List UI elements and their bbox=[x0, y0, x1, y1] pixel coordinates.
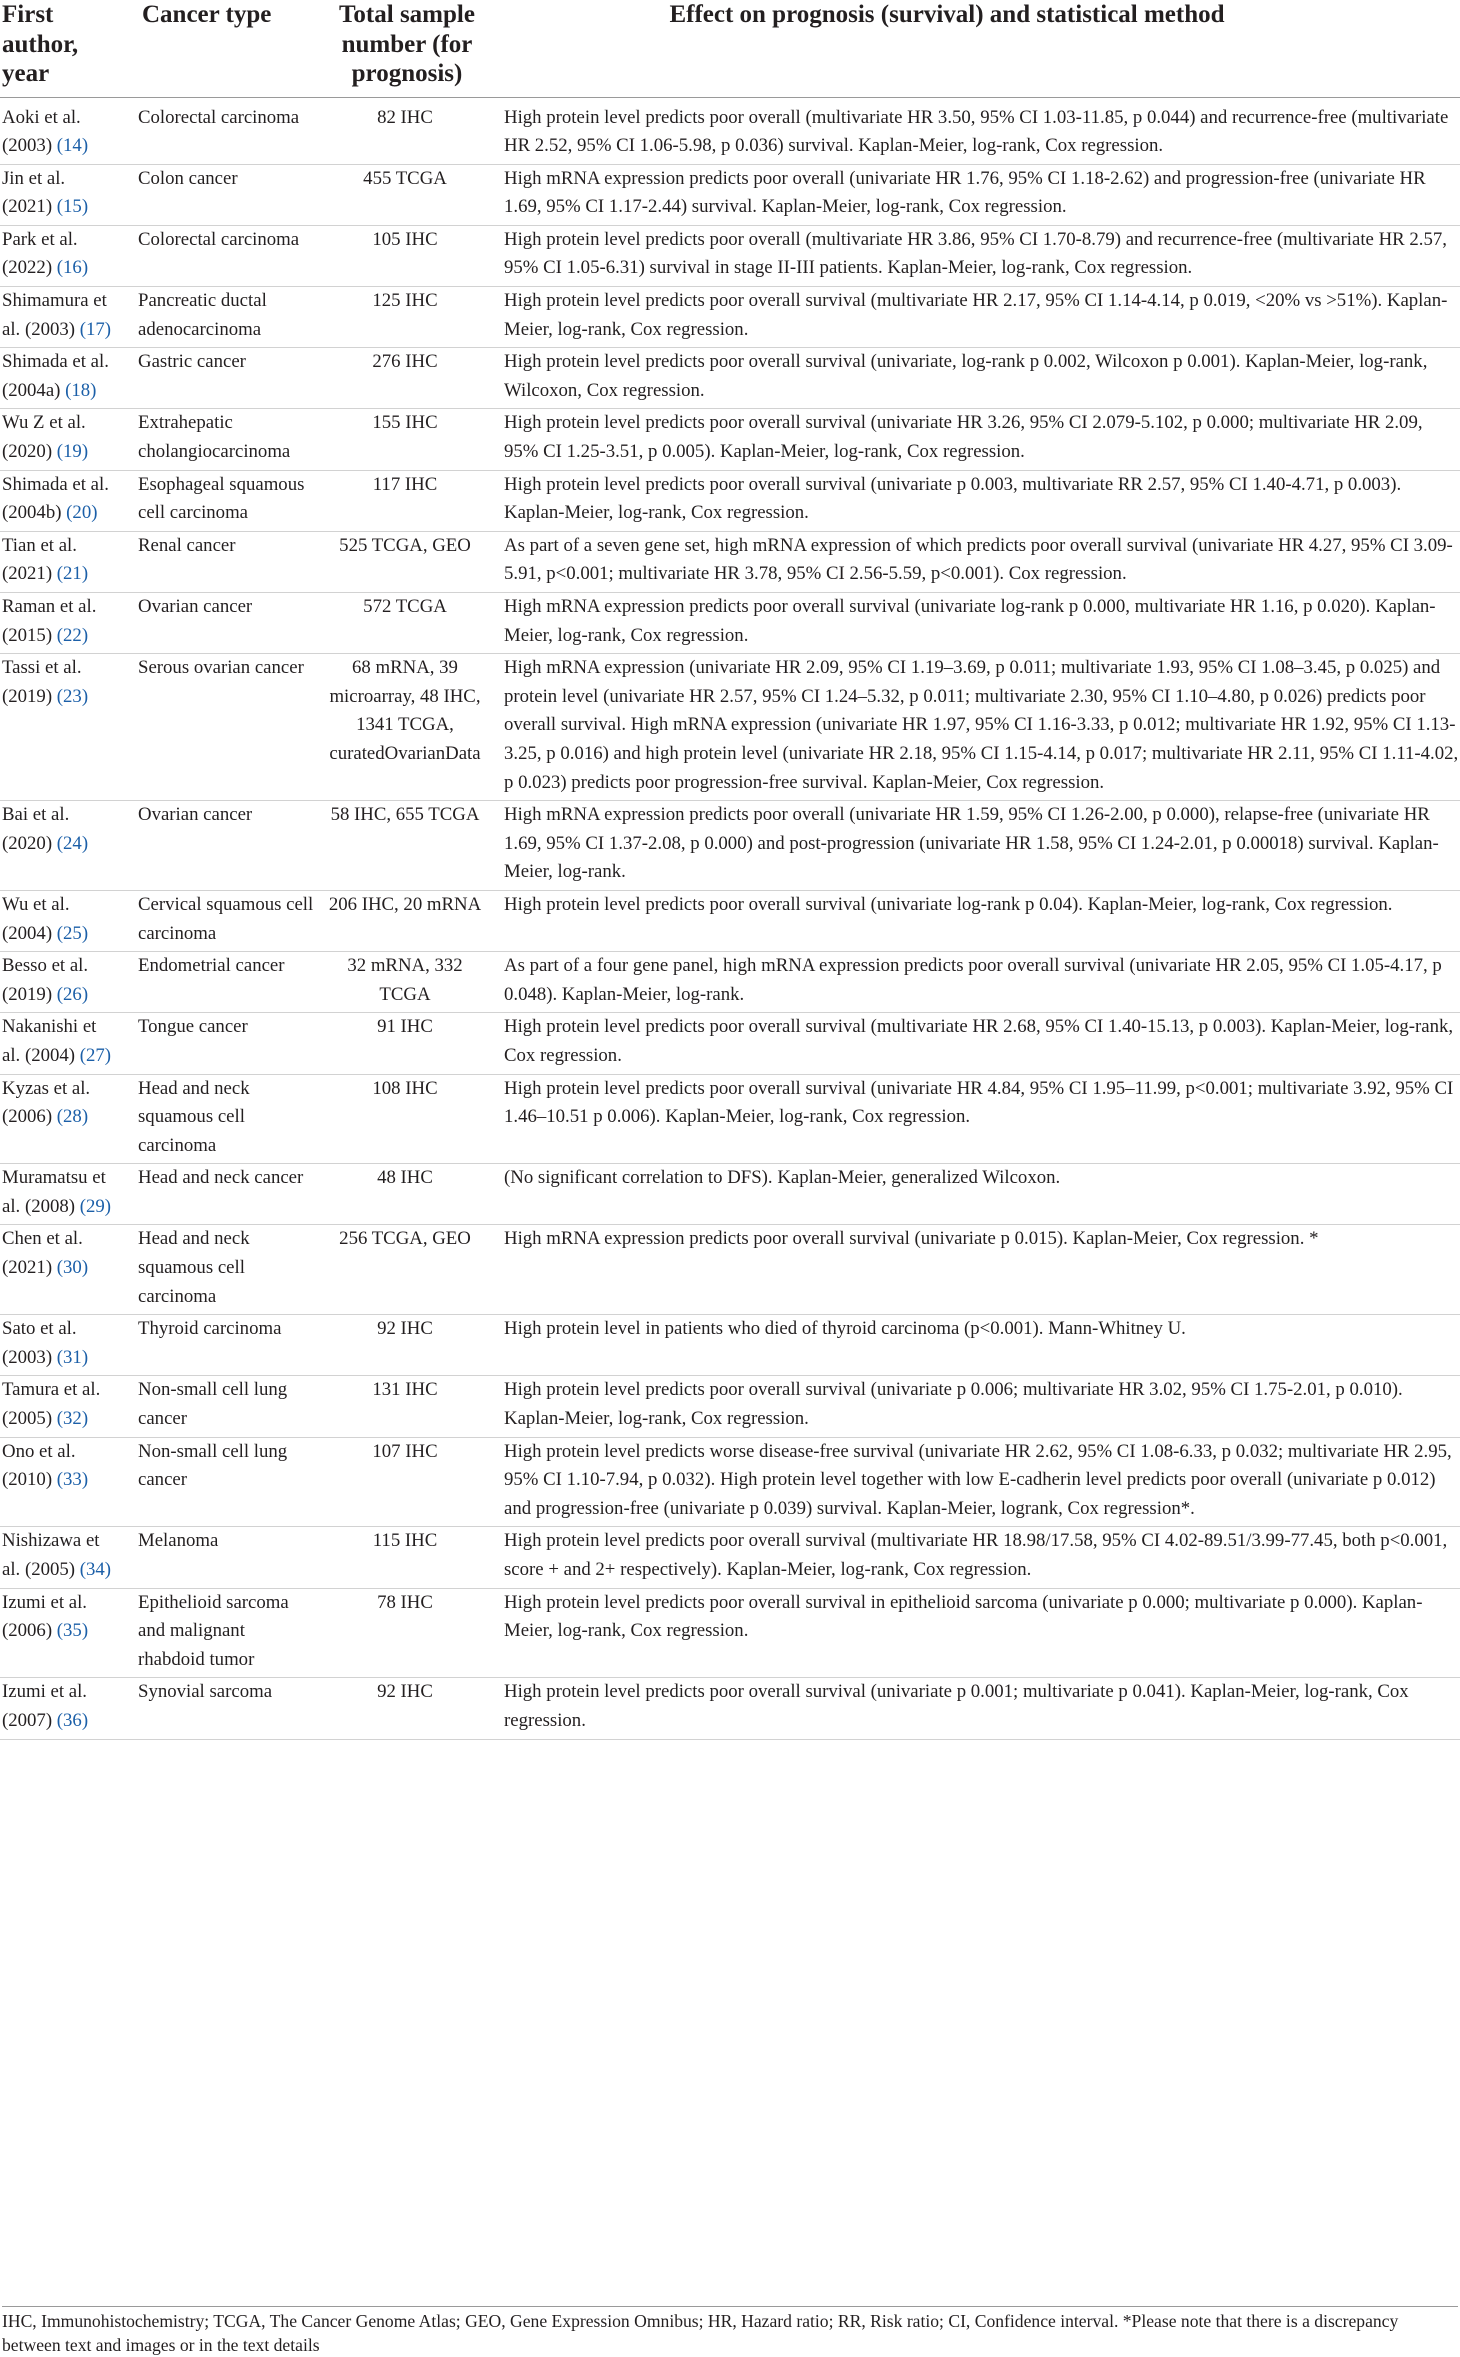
author-year: Aoki et al. (2003) bbox=[2, 106, 81, 157]
sample-number-cell: 32 mRNA, 332 TCGA bbox=[320, 952, 494, 1013]
author-year: Bai et al. (2020) bbox=[2, 804, 70, 854]
table-row bbox=[0, 801, 1460, 891]
reference-link[interactable]: (35) bbox=[56, 1620, 89, 1642]
header-author: First author, year bbox=[0, 0, 116, 97]
reference-link[interactable]: (16) bbox=[56, 257, 89, 279]
reference-link[interactable]: (25) bbox=[56, 922, 89, 944]
table-row bbox=[0, 1225, 1460, 1315]
effect-cell: High mRNA expression predicts poor overall (univariate HR 1.59, 95% CI 1.26-2.00, p 0.000), relapse-free (univariate HR 1.69, 95% CI 1.37-2.08, p 0.000) and post-progression (univariate HR 1.58, 95% CI 1.24-2.01, p 0.00018) survival. Kaplan-Meier, log-rank. bbox=[494, 801, 1460, 891]
author-year: Wu et al. (2004) bbox=[2, 893, 70, 944]
table-row bbox=[0, 593, 1460, 654]
author-cell bbox=[0, 97, 116, 164]
table-row bbox=[0, 890, 1460, 951]
table-row bbox=[0, 287, 1460, 348]
cancer-type-cell: Melanoma bbox=[116, 1527, 320, 1588]
sample-number-cell: 68 mRNA, 39 microarray, 48 IHC, 1341 TCGA, curatedOvarianData bbox=[320, 654, 494, 801]
reference-link[interactable]: (29) bbox=[79, 1195, 112, 1217]
table-row bbox=[0, 225, 1460, 286]
reference-link[interactable]: (19) bbox=[56, 441, 89, 463]
author-year: Shimamura et al. (2003) bbox=[2, 290, 107, 340]
cancer-type-cell: Non-small cell lung cancer bbox=[116, 1376, 320, 1437]
author-cell bbox=[0, 654, 116, 801]
reference-link[interactable]: (34) bbox=[79, 1559, 112, 1580]
effect-cell: High mRNA expression predicts poor overall (univariate HR 1.76, 95% CI 1.18-2.62) and progression-free (univariate HR 1.69, 95% CI 1.17-2.44) survival. Kaplan-Meier, log-rank, Cox regression. bbox=[494, 164, 1460, 225]
author-year: Tian et al. (2021) bbox=[2, 534, 77, 585]
effect-cell: High protein level predicts poor overall survival (multivariate HR 2.68, 95% CI 1.40-15.13, p 0.003). Kaplan-Meier, log-rank, Cox regression. bbox=[494, 1013, 1460, 1074]
table-row bbox=[0, 1074, 1460, 1164]
author-cell bbox=[0, 890, 116, 951]
author-year: Ono et al. (2010) bbox=[2, 1440, 76, 1491]
cancer-type-cell: Thyroid carcinoma bbox=[116, 1315, 320, 1376]
table-row bbox=[0, 1376, 1460, 1437]
effect-cell: High protein level predicts poor overall (multivariate HR 3.86, 95% CI 1.70-8.79) and recurrence-free (multivariate HR 2.57, 95% CI 1.05-6.31) survival in stage II-III patients. Kaplan-Meier, log-rank, Cox regression. bbox=[494, 225, 1460, 286]
effect-cell: High protein level predicts poor overall survival (univariate p 0.006; multivariate HR 3.02, 95% CI 1.75-2.01, p 0.010). Kaplan-Meier, log-rank, Cox regression. bbox=[494, 1376, 1460, 1437]
sample-number-cell: 105 IHC bbox=[320, 225, 494, 286]
author-cell bbox=[0, 1315, 116, 1376]
table-footnote: IHC, Immunohistochemistry; TCGA, The Cancer Genome Atlas; GEO, Gene Expression Omnibus; HR, Hazard ratio; RR, Risk ratio; CI, Confidence interval. *Please note that there is a discrepancy between text and images or in the text details bbox=[2, 2306, 1458, 2357]
reference-link[interactable]: (31) bbox=[56, 1346, 89, 1368]
cancer-type-cell: Endometrial cancer bbox=[116, 952, 320, 1013]
author-year: Nakanishi et al. (2004) bbox=[2, 1016, 97, 1066]
effect-cell: High mRNA expression predicts poor overall survival (univariate log-rank p 0.000, multivariate HR 1.16, p 0.020). Kaplan-Meier, log-rank, Cox regression. bbox=[494, 593, 1460, 654]
author-year: Raman et al. (2015) bbox=[2, 596, 97, 646]
header-effect: Effect on prognosis (survival) and statistical method bbox=[494, 0, 1460, 97]
cancer-type-cell: Cervical squamous cell carcinoma bbox=[116, 890, 320, 951]
author-year: Muramatsu et al. (2008) bbox=[2, 1167, 106, 1217]
cancer-type-cell: Epithelioid sarcoma and malignant rhabdoid tumor bbox=[116, 1588, 320, 1678]
table-row bbox=[0, 1678, 1460, 1739]
effect-cell: High mRNA expression predicts poor overall survival (univariate p 0.015). Kaplan-Meier, Cox regression. * bbox=[494, 1225, 1460, 1315]
effect-cell: High protein level predicts poor overall survival (multivariate HR 2.17, 95% CI 1.14-4.14, p 0.019, <20% vs >51%). Kaplan-Meier, log-rank, Cox regression. bbox=[494, 287, 1460, 348]
effect-cell: As part of a four gene panel, high mRNA expression predicts poor overall survival (univariate HR 2.05, 95% CI 1.05-4.17, p 0.048). Kaplan-Meier, log-rank. bbox=[494, 952, 1460, 1013]
table-row bbox=[0, 1437, 1460, 1527]
table-row bbox=[0, 164, 1460, 225]
author-year: Izumi et al. (2007) bbox=[2, 1681, 88, 1731]
table-row bbox=[0, 1315, 1460, 1376]
cancer-type-cell: Ovarian cancer bbox=[116, 801, 320, 891]
sample-number-cell: 58 IHC, 655 TCGA bbox=[320, 801, 494, 891]
reference-link[interactable]: (26) bbox=[56, 983, 89, 1005]
reference-link[interactable]: (22) bbox=[56, 624, 89, 646]
effect-cell: As part of a seven gene set, high mRNA expression of which predicts poor overall survival (univariate HR 4.27, 95% CI 3.09-5.91, p<0.001; multivariate HR 3.78, 95% CI 2.56-5.59, p<0.001). Cox regression. bbox=[494, 531, 1460, 592]
effect-cell: High protein level predicts poor overall survival (univariate HR 4.84, 95% CI 1.95–11.99, p<0.001; multivariate 3.92, 95% CI 1.46–10.51 p 0.006). Kaplan-Meier, log-rank, Cox regression. bbox=[494, 1074, 1460, 1164]
author-cell bbox=[0, 531, 116, 592]
cancer-type-cell: Colorectal carcinoma bbox=[116, 97, 320, 164]
cancer-type-cell: Synovial sarcoma bbox=[116, 1678, 320, 1739]
effect-cell: High protein level in patients who died of thyroid carcinoma (p<0.001). Mann-Whitney U. bbox=[494, 1315, 1460, 1376]
author-cell bbox=[0, 470, 116, 531]
sample-number-cell: 572 TCGA bbox=[320, 593, 494, 654]
table-body bbox=[0, 97, 1460, 1739]
reference-link[interactable]: (32) bbox=[56, 1408, 89, 1430]
cancer-type-cell: Head and neck squamous cell carcinoma bbox=[116, 1225, 320, 1315]
header-sample-number: Total sample number (for prognosis) bbox=[320, 0, 494, 97]
table-row bbox=[0, 348, 1460, 409]
author-year: Nishizawa et al. (2005) bbox=[2, 1530, 100, 1580]
effect-cell: High mRNA expression (univariate HR 2.09, 95% CI 1.19–3.69, p 0.011; multivariate 1.93, 95% CI 1.08–3.45, p 0.025) and protein level (univariate HR 2.57, 95% CI 1.24–5.32, p 0.011; multivariate 2.30, 95% CI 1.10–4.80, p 0.026) predicts poor overall survival. High mRNA expression (univariate HR 1.97, 95% CI 1.16-3.33, p 0.012; multivariate HR 1.92, 95% CI 1.13-3.25, p 0.016) and high protein level (univariate HR 2.18, 95% CI 1.15-4.14, p 0.017; multivariate HR 2.11, 95% CI 1.11-4.02, p 0.023) predicts poor progression-free survival. Kaplan-Meier, Cox regression. bbox=[494, 654, 1460, 801]
author-year: Kyzas et al. (2006) bbox=[2, 1077, 91, 1128]
sample-number-cell: 455 TCGA bbox=[320, 164, 494, 225]
author-cell bbox=[0, 801, 116, 891]
cancer-type-cell: Colon cancer bbox=[116, 164, 320, 225]
author-cell bbox=[0, 164, 116, 225]
author-cell bbox=[0, 1588, 116, 1678]
table-header bbox=[0, 0, 1460, 97]
author-year: Wu Z et al. (2020) bbox=[2, 412, 86, 463]
table-row bbox=[0, 1527, 1460, 1588]
author-year: Besso et al. (2019) bbox=[2, 955, 89, 1005]
author-cell bbox=[0, 593, 116, 654]
reference-link[interactable]: (36) bbox=[56, 1709, 89, 1731]
table-row bbox=[0, 1588, 1460, 1678]
table-row bbox=[0, 97, 1460, 164]
cancer-type-cell: Ovarian cancer bbox=[116, 593, 320, 654]
author-year: Tassi et al. (2019) bbox=[2, 657, 82, 707]
header-cancer-type: Cancer type bbox=[116, 0, 320, 97]
reference-link[interactable]: (24) bbox=[56, 832, 89, 854]
cancer-type-cell: Tongue cancer bbox=[116, 1013, 320, 1074]
sample-number-cell: 108 IHC bbox=[320, 1074, 494, 1164]
sample-number-cell: 107 IHC bbox=[320, 1437, 494, 1527]
sample-number-cell: 115 IHC bbox=[320, 1527, 494, 1588]
sample-number-cell: 206 IHC, 20 mRNA bbox=[320, 890, 494, 951]
effect-cell: High protein level predicts poor overall survival (univariate p 0.003, multivariate RR 2.57, 95% CI 1.40-4.71, p 0.003). Kaplan-Meier, log-rank, Cox regression. bbox=[494, 470, 1460, 531]
sample-number-cell: 155 IHC bbox=[320, 409, 494, 470]
author-cell bbox=[0, 1164, 116, 1225]
table-row bbox=[0, 952, 1460, 1013]
sample-number-cell: 131 IHC bbox=[320, 1376, 494, 1437]
cancer-type-cell: Non-small cell lung cancer bbox=[116, 1437, 320, 1527]
reference-link[interactable]: (27) bbox=[79, 1044, 112, 1066]
effect-cell: (No significant correlation to DFS). Kaplan-Meier, generalized Wilcoxon. bbox=[494, 1164, 1460, 1225]
cancer-type-cell: Head and neck squamous cell carcinoma bbox=[116, 1074, 320, 1164]
effect-cell: High protein level predicts poor overall survival (univariate log-rank p 0.04). Kaplan-Meier, log-rank, Cox regression. bbox=[494, 890, 1460, 951]
cancer-type-cell: Extrahepatic cholangiocarcinoma bbox=[116, 409, 320, 470]
author-cell bbox=[0, 287, 116, 348]
header-row bbox=[0, 0, 1460, 97]
author-year: Shimada et al. (2004b) bbox=[2, 473, 109, 524]
author-cell bbox=[0, 225, 116, 286]
author-cell bbox=[0, 1437, 116, 1527]
author-cell bbox=[0, 1527, 116, 1588]
reference-link[interactable]: (33) bbox=[56, 1469, 89, 1491]
cancer-type-cell: Esophageal squamous cell carcinoma bbox=[116, 470, 320, 531]
cancer-type-cell: Colorectal carcinoma bbox=[116, 225, 320, 286]
author-year: Shimada et al. (2004a) bbox=[2, 351, 109, 401]
author-cell bbox=[0, 952, 116, 1013]
table-row bbox=[0, 531, 1460, 592]
sample-number-cell: 92 IHC bbox=[320, 1315, 494, 1376]
author-year: Sato et al. (2003) bbox=[2, 1318, 77, 1368]
effect-cell: High protein level predicts poor overall survival (univariate p 0.001; multivariate p 0.041). Kaplan-Meier, log-rank, Cox regression. bbox=[494, 1678, 1460, 1739]
effect-cell: High protein level predicts poor overall survival (univariate, log-rank p 0.002, Wilcoxon p 0.001). Kaplan-Meier, log-rank, Wilcoxon, Cox regression. bbox=[494, 348, 1460, 409]
effect-cell: High protein level predicts poor overall survival in epithelioid sarcoma (univariate p 0.000; multivariate p 0.000). Kaplan-Meier, log-rank, Cox regression. bbox=[494, 1588, 1460, 1678]
sample-number-cell: 91 IHC bbox=[320, 1013, 494, 1074]
effect-cell: High protein level predicts poor overall survival (multivariate HR 18.98/17.58, 95% CI 4.02-89.51/3.99-77.45, both p<0.001, score + and 2+ respectively). Kaplan-Meier, log-rank, Cox regression. bbox=[494, 1527, 1460, 1588]
table-row bbox=[0, 1164, 1460, 1225]
cancer-type-cell: Gastric cancer bbox=[116, 348, 320, 409]
sample-number-cell: 82 IHC bbox=[320, 97, 494, 164]
table-row bbox=[0, 654, 1460, 801]
author-cell bbox=[0, 1225, 116, 1315]
cancer-type-cell: Head and neck cancer bbox=[116, 1164, 320, 1225]
sample-number-cell: 525 TCGA, GEO bbox=[320, 531, 494, 592]
effect-cell: High protein level predicts poor overall survival (univariate HR 3.26, 95% CI 2.079-5.102, p 0.000; multivariate HR 2.09, 95% CI 1.25-3.51, p 0.005). Kaplan-Meier, log-rank, Cox regression. bbox=[494, 409, 1460, 470]
reference-link[interactable]: (14) bbox=[56, 135, 89, 157]
reference-link[interactable]: (23) bbox=[56, 685, 89, 707]
table-row bbox=[0, 1013, 1460, 1074]
sample-number-cell: 125 IHC bbox=[320, 287, 494, 348]
reference-link[interactable]: (30) bbox=[56, 1257, 89, 1279]
author-cell bbox=[0, 348, 116, 409]
table-row bbox=[0, 409, 1460, 470]
reference-link[interactable]: (18) bbox=[65, 379, 97, 401]
sample-number-cell: 92 IHC bbox=[320, 1678, 494, 1739]
sample-number-cell: 48 IHC bbox=[320, 1164, 494, 1225]
author-year: Jin et al. (2021) bbox=[2, 167, 66, 218]
sample-number-cell: 78 IHC bbox=[320, 1588, 494, 1678]
reference-link[interactable]: (15) bbox=[56, 196, 89, 218]
reference-link[interactable]: (28) bbox=[56, 1106, 89, 1128]
author-cell bbox=[0, 409, 116, 470]
table-row bbox=[0, 470, 1460, 531]
author-cell bbox=[0, 1376, 116, 1437]
sample-number-cell: 117 IHC bbox=[320, 470, 494, 531]
cancer-type-cell: Pancreatic ductal adenocarcinoma bbox=[116, 287, 320, 348]
author-cell bbox=[0, 1013, 116, 1074]
cancer-type-cell: Renal cancer bbox=[116, 531, 320, 592]
sample-number-cell: 256 TCGA, GEO bbox=[320, 1225, 494, 1315]
author-year: Tamura et al. (2005) bbox=[2, 1379, 101, 1430]
reference-link[interactable]: (20) bbox=[66, 502, 98, 524]
effect-cell: High protein level predicts poor overall (multivariate HR 3.50, 95% CI 1.03-11.85, p 0.044) and recurrence-free (multivariate HR 2.52, 95% CI 1.06-5.98, p 0.036) survival. Kaplan-Meier, log-rank, Cox regression. bbox=[494, 97, 1460, 164]
sample-number-cell: 276 IHC bbox=[320, 348, 494, 409]
author-cell bbox=[0, 1678, 116, 1739]
author-cell bbox=[0, 1074, 116, 1164]
cancer-type-cell: Serous ovarian cancer bbox=[116, 654, 320, 801]
author-year: Park et al. (2022) bbox=[2, 228, 78, 279]
reference-link[interactable]: (17) bbox=[79, 318, 112, 340]
effect-cell: High protein level predicts worse disease-free survival (univariate HR 2.62, 95% CI 1.08-6.33, p 0.032; multivariate HR 2.95, 95% CI 1.10-7.94, p 0.032). High protein level together with low E-cadherin level predicts poor overall (univariate p 0.012) and progression-free (univariate p 0.039) survival. Kaplan-Meier, logrank, Cox regression*. bbox=[494, 1437, 1460, 1527]
author-year: Chen et al. (2021) bbox=[2, 1228, 83, 1279]
author-year: Izumi et al. (2006) bbox=[2, 1591, 88, 1642]
reference-link[interactable]: (21) bbox=[56, 563, 89, 585]
